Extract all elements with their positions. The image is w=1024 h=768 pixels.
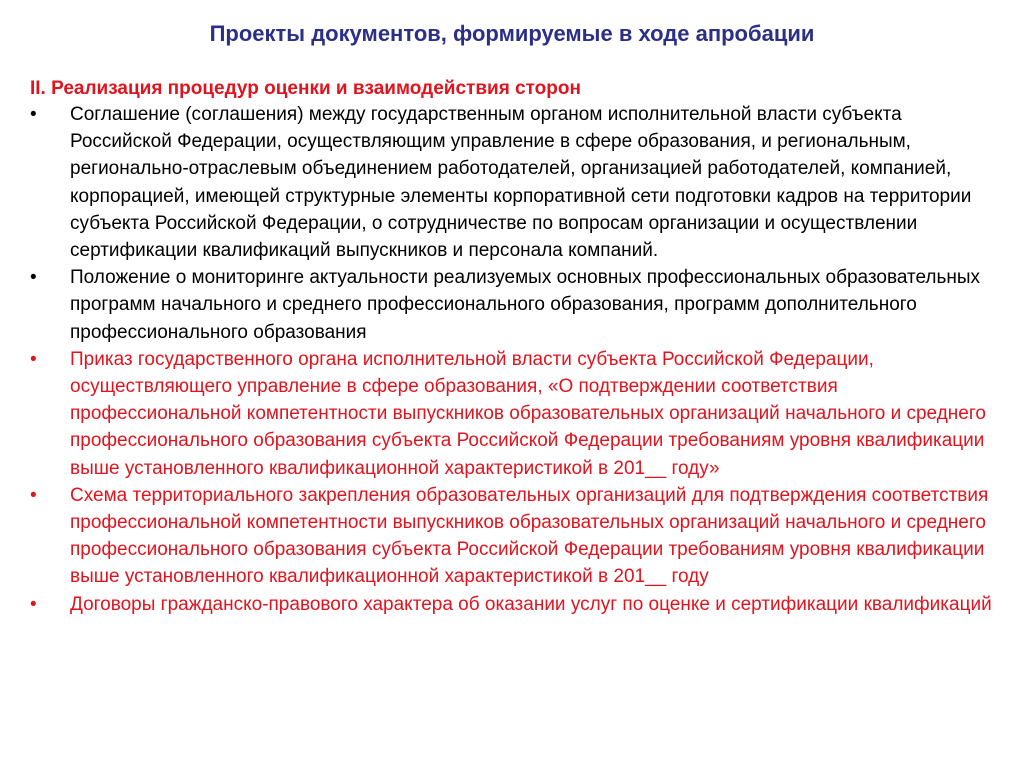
bullet-list [30,101,1005,618]
slide-title: Проекты документов, формируемые в ходе апробации [209,21,815,46]
bullet-item-civil-contracts [30,591,1005,618]
bullet-marker: • [30,593,37,615]
bullet-marker: • [30,104,37,125]
bullet-text: Положение о мониторинге актуальности реализуемых основных профессиональных образовательных программ начального и среднего профессионального образования, программ дополнительного профессионального образования [70,267,981,343]
bullet-marker: • [30,267,37,289]
bullet-item-monitoring-regulation [30,264,1005,346]
bullet-marker: • [30,484,37,506]
bullet-item-territorial-scheme [30,482,1005,591]
bullet-marker: • [30,348,37,370]
bullet-item-agreement [30,101,1005,264]
bullet-text: Схема территориального закрепления образовательных организаций для подтверждения соответствия профессиональной компетентности выпускников образовательных организаций начального и среднего профессионального образования субъекта Российской Федерации требованиям уровня квалификации выше установленного квалификационной характеристикой в 201__ году [70,484,989,588]
bullet-text: Приказ государственного органа исполнительной власти субъекта Российской Федерации, осуществляющего управление в сфере образования, «О подтверждении соответствия профессиональной компетентности выпускников образовательных организаций начального и среднего профессионального образования субъекта Российской Федерации требованиям уровня квалификации выше установленного квалификационной характеристикой в 201__ году» [70,348,986,479]
bullet-item-order [30,346,1005,482]
bullet-text: Соглашение (соглашения) между государственным органом исполнительной власти субъекта Российской Федерации, осуществляющим управление в сфере образования, и региональным, регионально-отраслевым объединением работодателей, организацией работодателей, компанией, корпорацией, имеющей структурные элементы корпоративной сети подготовки кадров на территории субъекта Российской Федерации, о сотрудничестве по вопросам организации и осуществлении сертификации квалификаций выпускников и персонала компаний. [70,104,972,262]
section-heading: II. Реализация процедур оценки и взаимодействия сторон [30,78,581,99]
bullet-text: Договоры гражданско-правового характера об оказании услуг по оценке и сертификации квалификаций [70,593,992,615]
